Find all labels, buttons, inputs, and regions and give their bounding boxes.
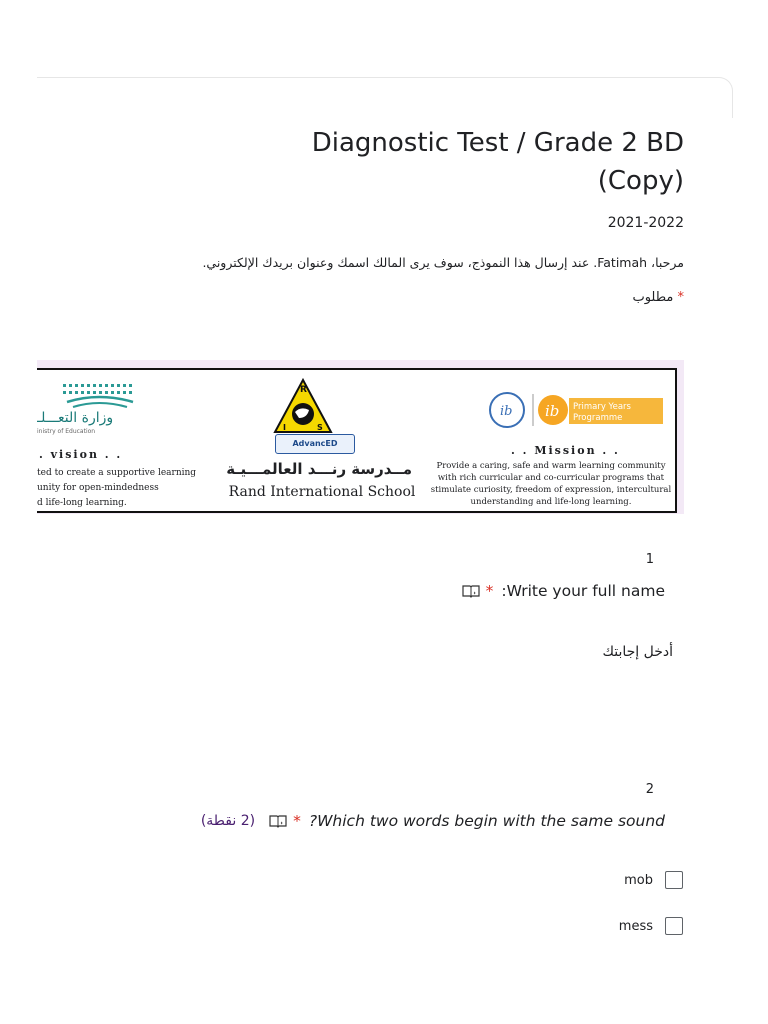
form-title-line1: Diagnostic Test / Grade 2 BD <box>311 128 684 158</box>
question-number: 1 <box>645 552 654 567</box>
vision-line: ted to create a supportive learning <box>37 468 197 478</box>
checkbox-icon[interactable] <box>665 871 683 889</box>
immersive-reader-icon[interactable] <box>462 584 480 598</box>
banner-vision-section <box>37 370 217 511</box>
required-asterisk: * <box>485 582 494 600</box>
svg-text:ib: ib <box>545 402 560 420</box>
form-description: 2021-2022 <box>607 215 684 231</box>
points-label: (2 نقطة) <box>200 813 256 829</box>
mission-line: stimulate curiosity, freedom of expression, intercultural <box>430 485 672 495</box>
ministry-logo-icon <box>59 382 139 412</box>
short-answer-input[interactable]: أدخل إجابتك <box>602 644 673 660</box>
required-label: مطلوب <box>632 290 674 305</box>
ib-text-2: Programme <box>573 413 623 423</box>
question-text: ?Which two words begin with the same sound <box>308 812 665 830</box>
form-title-line2: (Copy) <box>597 166 684 196</box>
svg-text:S: S <box>317 423 323 432</box>
vision-line: unity for open-mindedness <box>37 483 159 493</box>
question-title <box>201 812 665 830</box>
mission-line: Provide a caring, safe and warm learning community <box>436 461 666 471</box>
school-name-arabic: مــدرسة رنـــد العالمـــيـة <box>226 460 412 478</box>
ministry-name-english: inistry of Education <box>37 428 96 435</box>
svg-text:I: I <box>283 423 286 432</box>
checkbox-option[interactable] <box>624 871 683 889</box>
question-number: 2 <box>645 782 654 797</box>
option-label: mob <box>624 872 653 888</box>
ib-programme-logo-icon <box>487 390 667 430</box>
question-text: :Write your full name <box>501 582 665 600</box>
banner-school-section <box>217 370 427 511</box>
checkbox-option[interactable] <box>619 917 683 935</box>
mission-line: understanding and life-long learning. <box>470 497 632 507</box>
ib-text-1: Primary Years <box>573 402 631 412</box>
account-notice: مرحبا، Fatimah. عند إرسال هذا النموذج، سوف يرى المالك اسمك وعنوان بريدك الإلكتروني. <box>202 255 684 270</box>
required-legend <box>632 290 684 305</box>
checkbox-icon[interactable] <box>665 917 683 935</box>
ministry-name-arabic: وزارة التعـــلـ <box>37 410 114 426</box>
school-name-english: Rand International School <box>228 484 416 500</box>
accreditation-badge: AdvancED <box>275 434 355 454</box>
immersive-reader-icon[interactable] <box>269 814 287 828</box>
banner-mission-section <box>427 370 675 511</box>
question-title <box>462 582 665 600</box>
form-card-border <box>37 77 733 118</box>
school-crest-icon <box>273 378 333 434</box>
banner-frame <box>37 368 677 513</box>
vision-heading: . vision . . <box>39 448 123 461</box>
option-label: mess <box>618 918 653 934</box>
svg-text:ib: ib <box>500 404 513 419</box>
mission-heading: . . Mission . . <box>511 444 620 457</box>
required-asterisk: * <box>677 290 684 305</box>
vision-line: d life-long learning. <box>37 498 127 508</box>
mission-line: with rich curricular and co-curricular programs that <box>437 473 665 483</box>
header-banner-image <box>37 360 684 514</box>
required-asterisk: * <box>293 812 301 830</box>
form-title <box>244 124 684 200</box>
mission-text <box>427 460 675 508</box>
vision-text <box>37 466 196 511</box>
svg-text:R: R <box>300 385 307 395</box>
